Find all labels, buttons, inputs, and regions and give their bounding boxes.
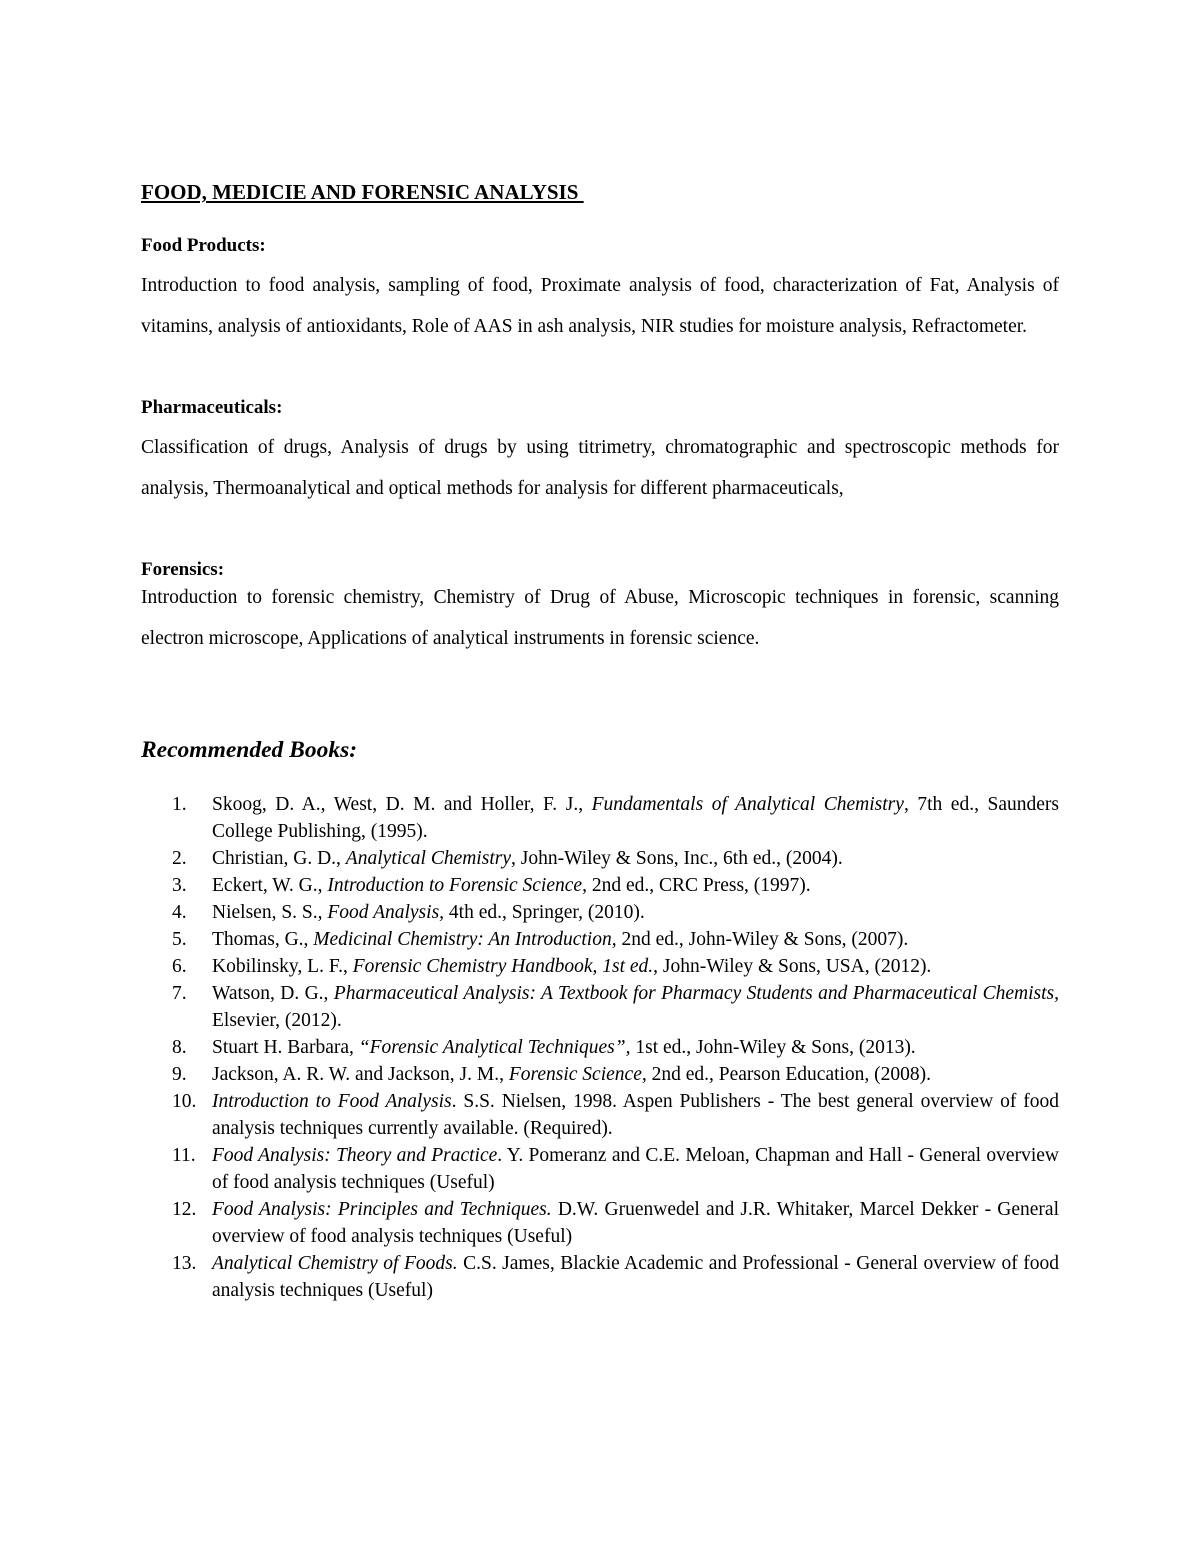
section-body-pharmaceuticals: Classification of drugs, Analysis of drugs by using titrimetry, chromatographic and spectroscopic methods for analysis, Thermoanalytical and optical methods for analysis for different pharmaceuticals, xyxy=(141,437,1059,499)
book-citation xyxy=(212,953,1059,980)
book-publication-info: , 7th ed., Saunders College Publishing, (1995). xyxy=(212,794,1059,842)
book-citation xyxy=(212,845,1059,872)
book-item xyxy=(141,953,1059,980)
book-authors: Thomas, G., xyxy=(212,929,314,950)
book-number-label: 10. xyxy=(172,1091,197,1112)
book-title: “Forensic Analytical Techniques”, xyxy=(358,1037,631,1058)
book-citation xyxy=(212,1061,1059,1088)
book-number xyxy=(141,1196,212,1250)
book-number-label: 8. xyxy=(172,1037,187,1058)
book-authors: Skoog, D. A., West, D. M. and Holler, F. J., xyxy=(212,794,592,815)
book-number xyxy=(141,791,212,845)
book-citation xyxy=(212,1250,1059,1304)
book-publication-info: Elsevier, (2012). xyxy=(212,1010,342,1031)
book-title: Medicinal Chemistry: An Introduction, xyxy=(313,929,617,950)
book-title: Forensic Science, xyxy=(508,1064,647,1085)
book-title: Food Analysis: Principles and Techniques. xyxy=(212,1199,552,1220)
book-authors: Eckert, W. G., xyxy=(212,875,328,896)
book-citation xyxy=(212,1196,1059,1250)
book-authors: Stuart H. Barbara, xyxy=(212,1037,359,1058)
book-item xyxy=(141,1250,1059,1304)
section-heading-pharmaceuticals: Pharmaceuticals: xyxy=(141,397,283,418)
book-number xyxy=(141,953,212,980)
book-item xyxy=(141,872,1059,899)
book-item xyxy=(141,899,1059,926)
book-publication-info: . S.S. Nielsen, 1998. Aspen Publishers - The best general overview of food analysis techniques currently available. (Required). xyxy=(212,1091,1059,1139)
book-publication-info: D.W. Gruenwedel and J.R. Whitaker, Marcel Dekker - General overview of food analysis techniques (Useful) xyxy=(212,1199,1060,1247)
book-authors: Jackson, A. R. W. and Jackson, J. M., xyxy=(212,1064,509,1085)
book-title: Analytical Chemistry of Foods. xyxy=(212,1253,458,1274)
book-number-label: 4. xyxy=(172,902,187,923)
section-body-forensics: Introduction to forensic chemistry, Chemistry of Drug of Abuse, Microscopic techniques in forensic, scanning electron microscope, Applications of analytical instruments in forensic science. xyxy=(141,587,1059,649)
book-item xyxy=(141,1061,1059,1088)
book-publication-info: 2nd ed., John-Wiley & Sons, (2007). xyxy=(616,929,909,950)
book-citation xyxy=(212,1088,1059,1142)
book-title: Food Analysis: Theory and Practice xyxy=(212,1145,498,1166)
book-publication-info: , John-Wiley & Sons, Inc., 6th ed., (2004). xyxy=(510,848,843,869)
book-item xyxy=(141,845,1059,872)
book-number xyxy=(141,980,212,1034)
book-number-label: 6. xyxy=(172,956,187,977)
book-number xyxy=(141,1034,212,1061)
book-authors: Watson, D. G., xyxy=(212,983,334,1004)
book-title: Forensic Chemistry Handbook, 1st ed., xyxy=(352,956,659,977)
book-number xyxy=(141,845,212,872)
book-title: Pharmaceutical Analysis: A Textbook for Pharmacy Students and Pharmaceutical Chemists, xyxy=(333,983,1059,1004)
book-citation xyxy=(212,980,1059,1034)
book-authors: Nielsen, S. S., xyxy=(212,902,328,923)
book-item xyxy=(141,1196,1059,1250)
book-number xyxy=(141,1250,212,1304)
book-citation xyxy=(212,791,1059,845)
book-publication-info: 4th ed., Springer, (2010). xyxy=(444,902,645,923)
book-title: Fundamentals of Analytical Chemistry xyxy=(591,794,904,815)
book-title: Analytical Chemistry xyxy=(345,848,511,869)
recommended-books-heading: Recommended Books: xyxy=(141,737,358,763)
book-number xyxy=(141,1061,212,1088)
book-number-label: 5. xyxy=(172,929,187,950)
book-title: Food Analysis, xyxy=(327,902,445,923)
section-body-food-products: Introduction to food analysis, sampling of food, Proximate analysis of food, characterization of Fat, Analysis of vitamins, analysis of antioxidants, Role of AAS in ash analysis, NIR studies for moisture analysis, Refractometer. xyxy=(141,275,1059,337)
book-item xyxy=(141,1142,1059,1196)
book-number xyxy=(141,872,212,899)
book-number-label: 9. xyxy=(172,1064,187,1085)
book-item xyxy=(141,926,1059,953)
book-number-label: 7. xyxy=(172,983,187,1004)
document-title: FOOD, MEDICIE AND FORENSIC ANALYSIS xyxy=(141,180,584,204)
book-number-label: 11. xyxy=(172,1145,196,1166)
section-heading-food-products: Food Products: xyxy=(141,235,266,256)
book-number-label: 3. xyxy=(172,875,187,896)
book-number-label: 2. xyxy=(172,848,187,869)
book-item xyxy=(141,1034,1059,1061)
section-heading-forensics: Forensics: xyxy=(141,559,225,580)
book-number xyxy=(141,926,212,953)
book-number-label: 1. xyxy=(172,794,187,815)
recommended-books-list xyxy=(141,791,1059,1304)
book-number xyxy=(141,1088,212,1142)
book-item xyxy=(141,980,1059,1034)
book-publication-info: 1st ed., John-Wiley & Sons, (2013). xyxy=(630,1037,916,1058)
book-publication-info: , 2nd ed., CRC Press, (1997). xyxy=(582,875,811,896)
book-number-label: 13. xyxy=(172,1253,197,1274)
book-publication-info: . Y. Pomeranz and C.E. Meloan, Chapman and Hall - General overview of food analysis techniques (Useful) xyxy=(212,1145,1059,1193)
book-title: Introduction to Food Analysis xyxy=(212,1091,452,1112)
book-authors: Christian, G. D., xyxy=(212,848,346,869)
book-number xyxy=(141,1142,212,1196)
book-citation xyxy=(212,926,1059,953)
book-citation xyxy=(212,872,1059,899)
book-item xyxy=(141,791,1059,845)
book-number-label: 12. xyxy=(172,1199,197,1220)
book-item xyxy=(141,1088,1059,1142)
book-citation xyxy=(212,1034,1059,1061)
book-title: Introduction to Forensic Science xyxy=(327,875,583,896)
book-publication-info: John-Wiley & Sons, USA, (2012). xyxy=(658,956,932,977)
book-publication-info: C.S. James, Blackie Academic and Professional - General overview of food analysis techniques (Useful) xyxy=(212,1253,1059,1301)
book-citation xyxy=(212,1142,1059,1196)
book-citation xyxy=(212,899,1059,926)
book-authors: Kobilinsky, L. F., xyxy=(212,956,353,977)
book-publication-info: 2nd ed., Pearson Education, (2008). xyxy=(646,1064,932,1085)
book-number xyxy=(141,899,212,926)
